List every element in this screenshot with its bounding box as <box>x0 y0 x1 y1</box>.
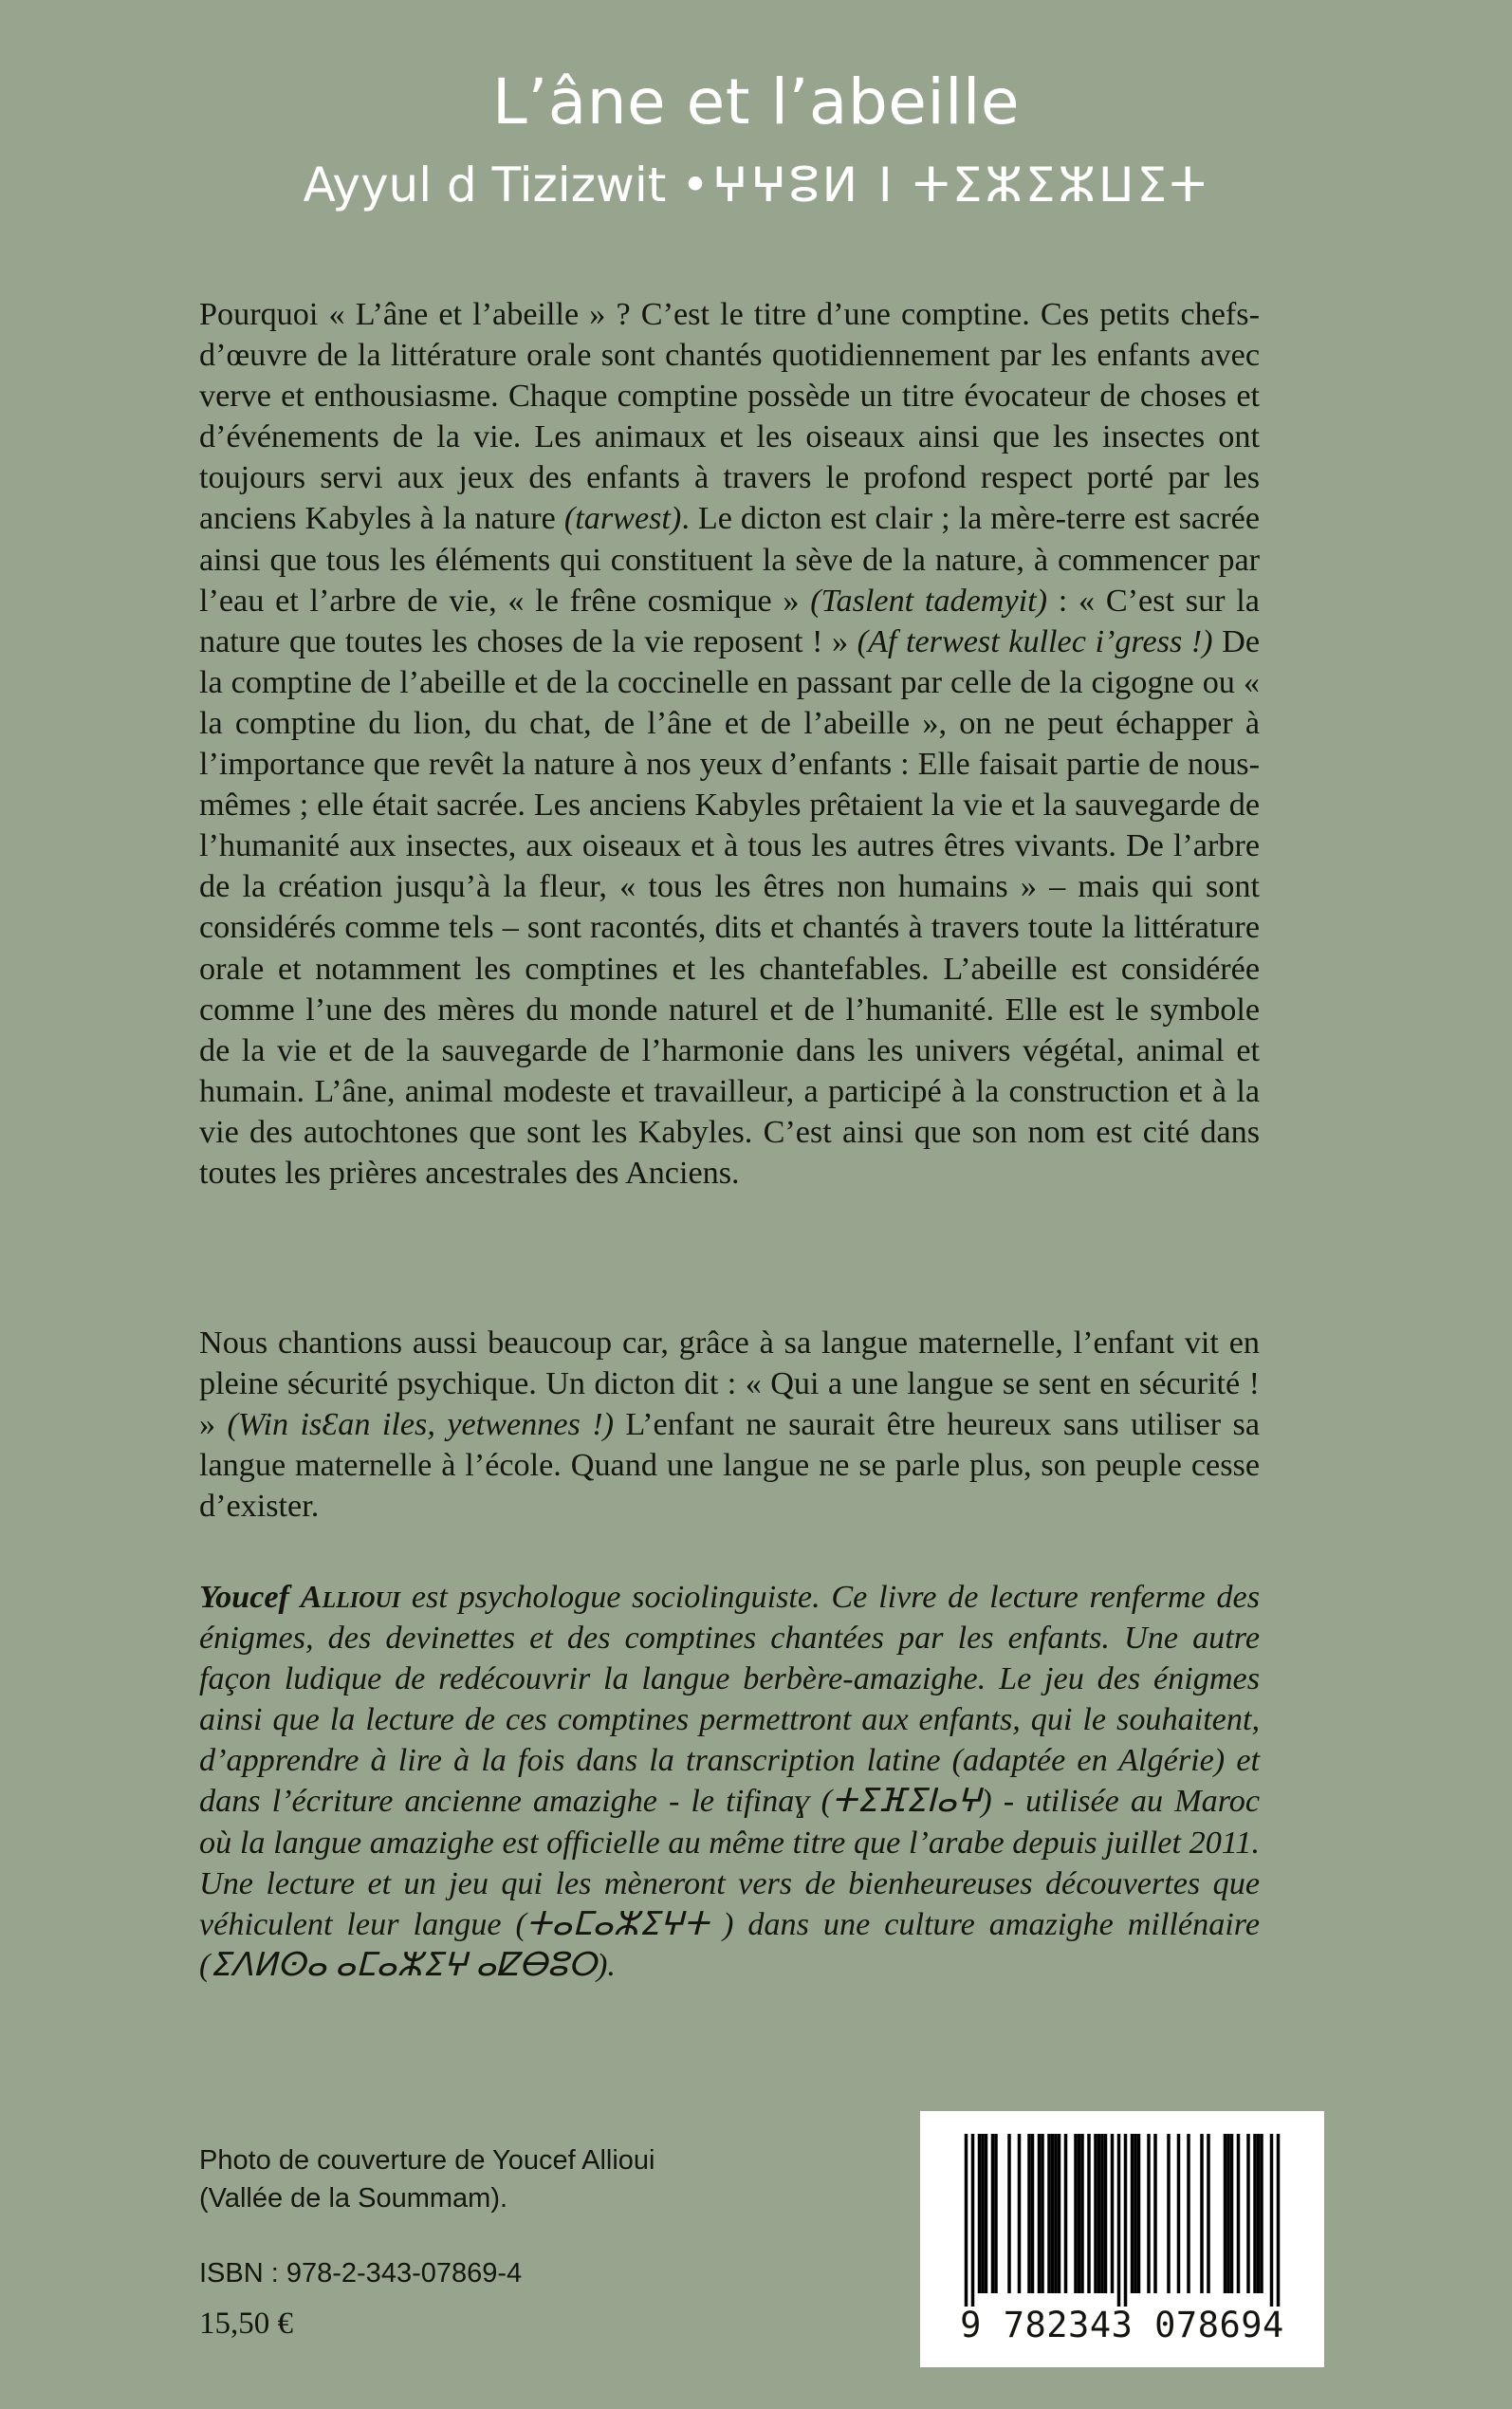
barcode-bar <box>1257 2134 1261 2293</box>
barcode-bar <box>1117 2134 1121 2307</box>
photo-credit-line-2: (Vallée de la Soummam). <box>199 2183 508 2214</box>
barcode-bar <box>1058 2134 1061 2293</box>
text-run: ) - utilisée au Maroc où la langue amazighe est officielle au même titre que l’arabe depuis juillet 2011. Une lecture et un jeu qui les mèneront vers de bienheureuses découvertes que véhiculent leur langue ( <box>199 1784 1260 1942</box>
kabyle-term: (Taslent tademyit) <box>810 583 1048 619</box>
barcode-bar <box>1153 2134 1157 2293</box>
text-run: Pourquoi « L’âne et l’abeille » ? C’est le titre d’une comptine. Ces petits chefs-d’œuvre de la littérature orale sont chantés quotidiennement par les enfants avec verve et enthousiasme. Chaque comptine possède un titre évocateur de choses et d’événements de la vie. Les animaux et les oiseaux ainsi que les insectes ont toujours servi aux jeux des enfants à travers le profond respect porté par les anciens Kabyles à la nature <box>199 297 1260 537</box>
subtitle-tifinagh: •ⵖⵖⵓⵍ ⵏ ⵜⵉⵣⵉⵣⵡⵉⵜ <box>681 158 1209 213</box>
text-run: De la comptine de l’abeille et de la coccinelle en passant par celle de la cigogne ou « la comptine du lion, du chat, de l’âne et de l’abeille », on ne peut échapper à l’importance que revêt la nature à nos yeux d’enfants : Elle faisait partie de nous-mêmes ; elle était sacrée. Les anciens Kabyles prêtaient la vie et la sauvegarde de l’humanité aux insectes, aux oiseaux et à tous les autres êtres vivants. De l’arbre de la création jusqu’à la fleur, « tous les êtres non humains » – mais qui sont considérés comme tels – sont racontés, dits et chantés à travers toute la littérature orale et notamment les comptines et les chantefables. L’abeille est considérée comme l’une des mères du monde naturel et de l’humanité. Elle est le symbole de la vie et de la sauvegarde de l’harmonie dans les univers végétal, animal et humain. L’âne, animal modeste et travailleur, a participé à la construction et à la vie des autochtones que sont les Kabyles. C’est ainsi que son nom est cité dans toutes les prières ancestrales des Anciens. <box>199 623 1260 1191</box>
barcode-bar <box>1038 2134 1042 2293</box>
photo-credit <box>199 2141 655 2217</box>
text-run: ) dans une culture amazighe millénaire ( <box>199 1906 1260 1983</box>
photo-credit-line-1: Photo de couverture de Youcef Allioui <box>199 2145 655 2176</box>
barcode-bar <box>1080 2134 1084 2293</box>
barcode-bar <box>1064 2134 1068 2293</box>
kabyle-term: (tarwest) <box>563 501 682 537</box>
barcode-bar <box>965 2134 968 2307</box>
barcode-bar <box>1054 2134 1058 2293</box>
text-run: L’enfant ne saurait être heureux sans utiliser sa langue maternelle à l’école. Quand une langue ne se parle plus, son peuple cesse d’exister. <box>199 1407 1260 1525</box>
barcode-bar <box>1041 2134 1044 2293</box>
barcode-bar <box>1027 2134 1031 2293</box>
barcode-bar <box>1147 2134 1151 2293</box>
barcode-bar <box>1097 2134 1101 2293</box>
isbn: ISBN : 978-2-343-07869-4 <box>199 2258 523 2289</box>
barcode-bar <box>1277 2134 1281 2307</box>
kabyle-proverb: (Win isƐan iles, yetwennes !) <box>227 1407 614 1443</box>
barcode-bar <box>1207 2134 1210 2293</box>
barcode-bar <box>1094 2134 1097 2293</box>
barcode-bar <box>1270 2134 1274 2307</box>
barcode-bar <box>1124 2134 1128 2307</box>
barcode-bar <box>1224 2134 1227 2293</box>
barcode-bar <box>994 2134 998 2293</box>
book-title: L’âne et l’abeille <box>492 65 1020 139</box>
text-run: : « C’est sur la nature que toutes les choses de la vie reposent ! » <box>199 583 1260 659</box>
barcode-bar <box>1111 2134 1115 2293</box>
subtitle-latin: Ayyul d Tizizwit <box>303 158 667 213</box>
barcode-bar <box>978 2134 982 2293</box>
barcode-bar <box>1187 2134 1190 2293</box>
tifinagh-word: ⵜⴰⵎⴰⵣⵉⵖⵜ <box>526 1906 710 1942</box>
author-first-name: Youcef <box>199 1580 289 1615</box>
barcode-bar <box>1253 2134 1257 2293</box>
barcode-bar <box>985 2134 988 2293</box>
price: 15,50 € <box>199 2307 293 2341</box>
barcode-bar <box>971 2134 975 2307</box>
barcode-digits: 9 782343 078694 <box>960 2305 1284 2345</box>
tifinagh-word: ⵉⴷⵍⵙⴰ ⴰⵎⴰⵣⵉⵖ ⴰⵇⴱⵓⵔ <box>210 1947 598 1983</box>
barcode-bar <box>1200 2134 1204 2293</box>
text-run: ). <box>597 1947 616 1983</box>
synopsis-paragraph-2 <box>199 1323 1260 1527</box>
barcode-bar <box>1260 2134 1263 2293</box>
barcode-bar <box>1087 2134 1091 2293</box>
barcode <box>920 2111 1324 2367</box>
book-subtitle <box>0 159 1512 212</box>
text-run: . Le dicton est clair ; la mère-terre est sacrée ainsi que tous les éléments qui constituent la sève de la nature, à commencer par l’eau et l’arbre de vie, « le frêne cosmique » <box>199 501 1261 619</box>
barcode-bar <box>1031 2134 1035 2293</box>
barcode-bar <box>1230 2134 1234 2293</box>
barcode-bars <box>920 2111 1324 2310</box>
synopsis-paragraph-1 <box>199 294 1260 1194</box>
barcode-bar <box>981 2134 985 2293</box>
text-run: Nous chantions aussi beaucoup car, grâce à sa langue maternelle, l’enfant vit en pleine sécurité psychique. Un dicton dit : « Qui a une langue se sent en sécurité ! » <box>199 1325 1260 1443</box>
barcode-bar <box>1131 2134 1134 2293</box>
barcode-bar <box>991 2134 995 2293</box>
barcode-bar <box>1100 2134 1104 2293</box>
barcode-bar <box>1018 2134 1022 2293</box>
barcode-bar <box>1246 2134 1250 2293</box>
barcode-bar <box>1226 2134 1230 2293</box>
barcode-bar <box>1167 2134 1171 2293</box>
text-run: est psychologue sociolinguiste. Ce livre de lecture renferme des énigmes, des devinettes et des comptines chantées par les enfants. Une autre façon ludique de redécouvrir la langue berbère-amazighe. Le jeu des énigmes ainsi que la lecture de ces comptines permettront aux enfants, qui le souhaitent, d’apprendre à lire à la fois dans la transcription latine (adaptée en Algérie) et dans l’écriture ancienne amazighe - le tifinaɣ ( <box>199 1580 1260 1820</box>
barcode-bar <box>1237 2134 1241 2293</box>
barcode-bar <box>1104 2134 1108 2293</box>
barcode-bar <box>1078 2134 1081 2293</box>
barcode-bar <box>1051 2134 1055 2293</box>
barcode-bar <box>1074 2134 1078 2293</box>
barcode-bar <box>1007 2134 1011 2293</box>
tifinagh-word: ⵜⵉⴼⵉⵏⴰⵖ <box>832 1784 982 1820</box>
author-bio <box>199 1577 1260 1986</box>
barcode-bar <box>1134 2134 1137 2293</box>
barcode-bar <box>1137 2134 1141 2293</box>
kabyle-proverb: (Af terwest kullec i’gress !) <box>857 623 1213 659</box>
author-last-name: Allioui <box>300 1580 401 1615</box>
barcode-bar <box>1177 2134 1181 2293</box>
barcode-bar <box>1047 2134 1051 2293</box>
